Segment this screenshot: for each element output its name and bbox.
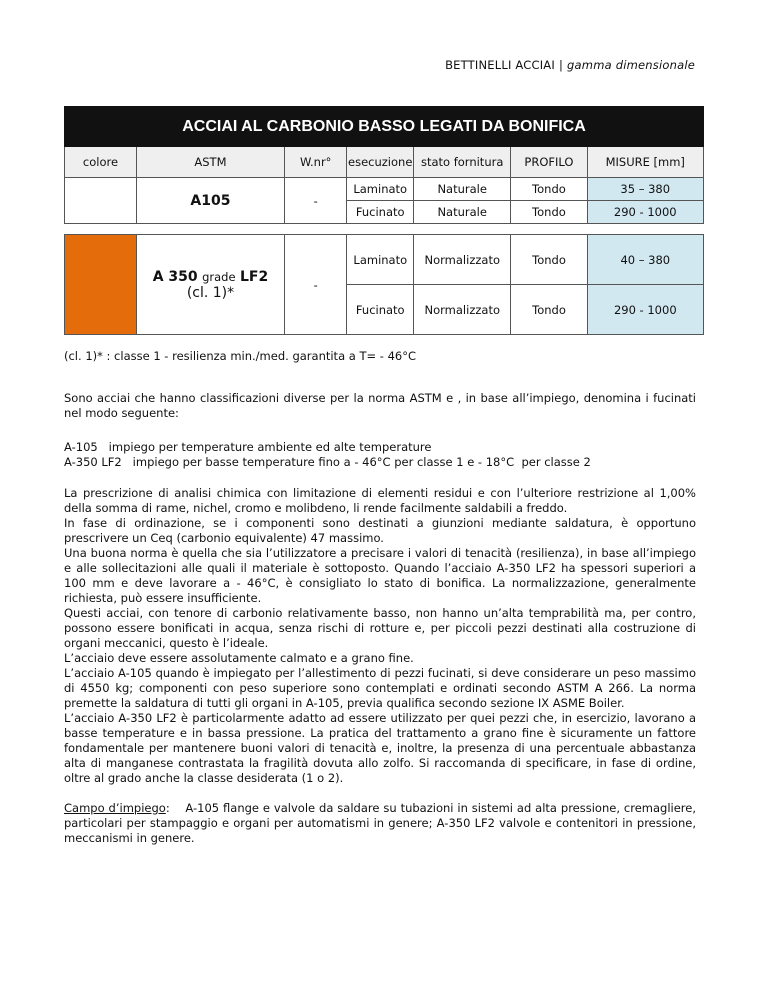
col-header-misure: MISURE [mm]	[587, 147, 704, 178]
paragraph: Questi acciai, con tenore di carbonio relativamente basso, non hanno un’alta temprabilità ma, per contro, possono essere bonificati in acqua, senza rischi di rotture e, per piccoli pezzi destinati alla costruzione di organi meccanici, questo è l’ideale.	[64, 606, 696, 650]
wnr-cell: -	[285, 178, 347, 224]
col-header-wnr: W.nr°	[285, 147, 347, 178]
stato-cell: Normalizzato	[414, 235, 511, 285]
wnr-cell: -	[285, 235, 347, 335]
stato-cell: Naturale	[414, 201, 511, 224]
color-swatch-empty	[65, 178, 137, 224]
color-swatch-orange	[65, 235, 137, 335]
esecuzione-cell: Fucinato	[347, 285, 414, 335]
table-header-row	[65, 147, 704, 178]
campo-text: A-105 flange e valvole da saldare su tubazioni in sistemi ad alta pressione, cremagliere, particolari per stampaggio e organi per automatismi in genere; A-350 LF2 valvole e contenitori in pressione, meccanismi in genere.	[64, 801, 697, 845]
paragraph: L’acciaio A-105 quando è impiegato per l’allestimento di pezzi fucinati, si deve considerare un peso massimo di 4550 kg; componenti con peso superiore sono contemplati e ordinati secondo ASTM A 266. La norma premette la saldatura di tutti gli organi in A-105, previa qualifica secondo sezione IX ASME Boiler.	[64, 666, 696, 710]
stato-cell: Naturale	[414, 178, 511, 201]
campo-label: Campo d’impiego	[64, 801, 166, 815]
footnote-class: (cl. 1)* : classe 1 - resilienza min./med. garantita a T= - 46°C	[64, 349, 417, 363]
col-header-astm: ASTM	[136, 147, 284, 178]
use-line: A-350 LF2 impiego per basse temperature fino a - 46°C per classe 1 e - 18°C per classe 2	[64, 455, 591, 469]
profilo-cell: Tondo	[511, 285, 587, 335]
table-row	[65, 235, 704, 285]
page-header	[445, 58, 695, 72]
esecuzione-cell: Laminato	[347, 235, 414, 285]
use-line: A-105 impiego per temperature ambiente ed alte temperature	[64, 440, 432, 454]
col-header-esecuzione: esecuzione	[347, 147, 414, 178]
profilo-cell: Tondo	[511, 178, 587, 201]
paragraph: L’acciaio deve essere assolutamente calmato e a grano fine.	[64, 651, 414, 665]
table-title: ACCIAI AL CARBONIO BASSO LEGATI DA BONIFICA	[65, 107, 704, 147]
steel-table-a350	[64, 234, 704, 335]
misure-cell: 35 – 380	[587, 178, 704, 201]
company-name: BETTINELLI ACCIAI	[445, 58, 555, 72]
stato-cell: Normalizzato	[414, 285, 511, 335]
uses-list	[64, 440, 696, 470]
misure-cell: 290 - 1000	[587, 201, 704, 224]
col-header-stato-fornitura: stato fornitura	[414, 147, 511, 178]
campo-impiego: Campo d’impiego: A-105 flange e valvole da saldare su tubazioni in sistemi ad alta pressione, cremagliere, particolari per stampaggio e organi per automatismi in genere; A-350 LF2 valvole e contenitori in pressione, meccanismi in genere.	[64, 801, 697, 845]
steel-table-a105	[64, 106, 704, 224]
description-paragraphs	[64, 486, 696, 786]
intro-paragraph: Sono acciai che hanno classificazioni diverse per la norma ASTM e , in base all’impiego, denomina i fucinati nel modo seguente:	[64, 391, 696, 420]
paragraph: La prescrizione di analisi chimica con limitazione di elementi residui e con l’ulteriore restrizione al 1,00% della somma di rame, nichel, cromo e molibdeno, li rende facilmente saldabili a freddo.	[64, 486, 696, 515]
table-row	[65, 178, 704, 201]
profilo-cell: Tondo	[511, 235, 587, 285]
header-separator: |	[558, 58, 564, 72]
misure-cell: 40 – 380	[587, 235, 703, 285]
paragraph: In fase di ordinazione, se i componenti sono destinati a giunzioni mediante saldatura, è opportuno prescrivere un Ceq (carbonio equivalente) 47 massimo.	[64, 516, 696, 545]
profilo-cell: Tondo	[511, 201, 587, 224]
astm-grade-cell: A 350 grade LF2 (cl. 1)*	[136, 235, 284, 335]
col-header-colore: colore	[65, 147, 137, 178]
esecuzione-cell: Fucinato	[347, 201, 414, 224]
esecuzione-cell: Laminato	[347, 178, 414, 201]
col-header-profilo: PROFILO	[511, 147, 587, 178]
astm-grade-cell: A105	[136, 178, 284, 224]
paragraph: L’acciaio A-350 LF2 è particolarmente adatto ad essere utilizzato per quei pezzi che, in esercizio, lavorano a basse temperature e in bassa pressione. La pratica del trattamento a grano fine è sicuramente un fattore fondamentale per mantenere buoni valori di tenacità e, inoltre, la presenza di una percentuale abbastanza alta di manganese contrastata la fragilità dovuta allo zolfo. Si raccomanda di specificare, in fase di ordine, oltre al grado anche la classe desiderata (1 o 2).	[64, 711, 696, 785]
header-subtitle: gamma dimensionale	[567, 58, 695, 72]
paragraph: Una buona norma è quella che sia l’utilizzatore a precisare i valori di tenacità (resilienza), in base all’impiego e alle sollecitazioni alle quali il materiale è sottoposto. Quando l’acciaio A-350 LF2 ha spessori superiori a 100 mm e deve lavorare a - 46°C, è consigliato lo stato di bonifica. La normalizzazione, generalmente richiesta, può essere insufficiente.	[64, 546, 696, 605]
misure-cell: 290 - 1000	[587, 285, 703, 335]
